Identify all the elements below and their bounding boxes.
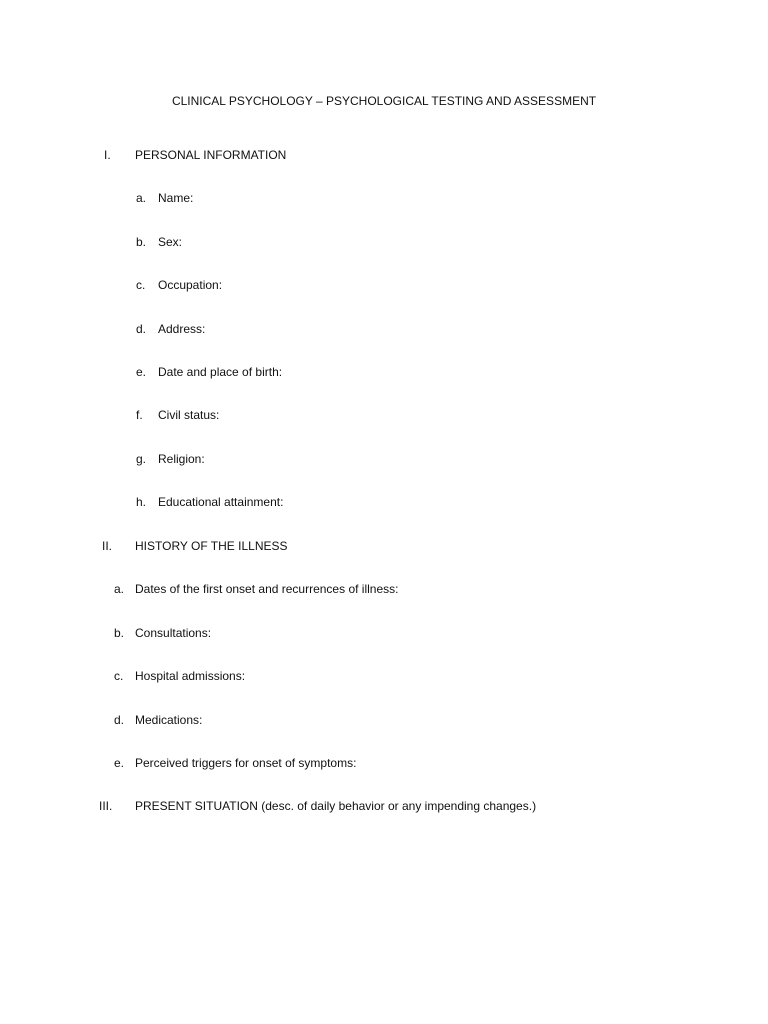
item-marker: e. — [114, 756, 125, 770]
section-2-numeral: II. — [102, 539, 113, 553]
item-marker: f. — [136, 408, 143, 422]
field-label-triggers: Perceived triggers for onset of symptoms: — [135, 756, 357, 770]
field-label-religion: Religion: — [158, 452, 205, 466]
field-label-sex: Sex: — [158, 235, 183, 249]
item-marker: b. — [114, 626, 125, 640]
section-3-heading: PRESENT SITUATION (desc. of daily behavior or any impending changes.) — [135, 799, 537, 813]
item-marker: a. — [136, 191, 147, 205]
field-label-occupation: Occupation: — [158, 278, 223, 292]
field-label-birth: Date and place of birth: — [158, 365, 283, 379]
item-marker: c. — [114, 669, 124, 683]
item-marker: b. — [136, 235, 147, 249]
item-marker: d. — [114, 713, 125, 727]
document-title: CLINICAL PSYCHOLOGY – PSYCHOLOGICAL TESTING AND ASSESSMENT — [171, 94, 597, 108]
field-label-onset-dates: Dates of the first onset and recurrences of illness: — [135, 582, 399, 596]
field-label-address: Address: — [158, 322, 206, 336]
field-label-name: Name: — [158, 191, 194, 205]
section-3-numeral: III. — [99, 799, 113, 813]
item-marker: e. — [136, 365, 147, 379]
section-2-heading: HISTORY OF THE ILLNESS — [135, 539, 288, 553]
item-marker: c. — [136, 278, 146, 292]
item-marker: a. — [114, 582, 125, 596]
item-marker: d. — [136, 322, 147, 336]
section-1-heading: PERSONAL INFORMATION — [135, 148, 287, 162]
field-label-hospital-admissions: Hospital admissions: — [135, 669, 246, 683]
field-label-medications: Medications: — [135, 713, 203, 727]
item-marker: g. — [136, 452, 147, 466]
field-label-education: Educational attainment: — [158, 495, 284, 509]
field-label-civil-status: Civil status: — [158, 408, 220, 422]
item-marker: h. — [136, 495, 147, 509]
field-label-consultations: Consultations: — [135, 626, 212, 640]
section-1-numeral: I. — [104, 148, 111, 162]
